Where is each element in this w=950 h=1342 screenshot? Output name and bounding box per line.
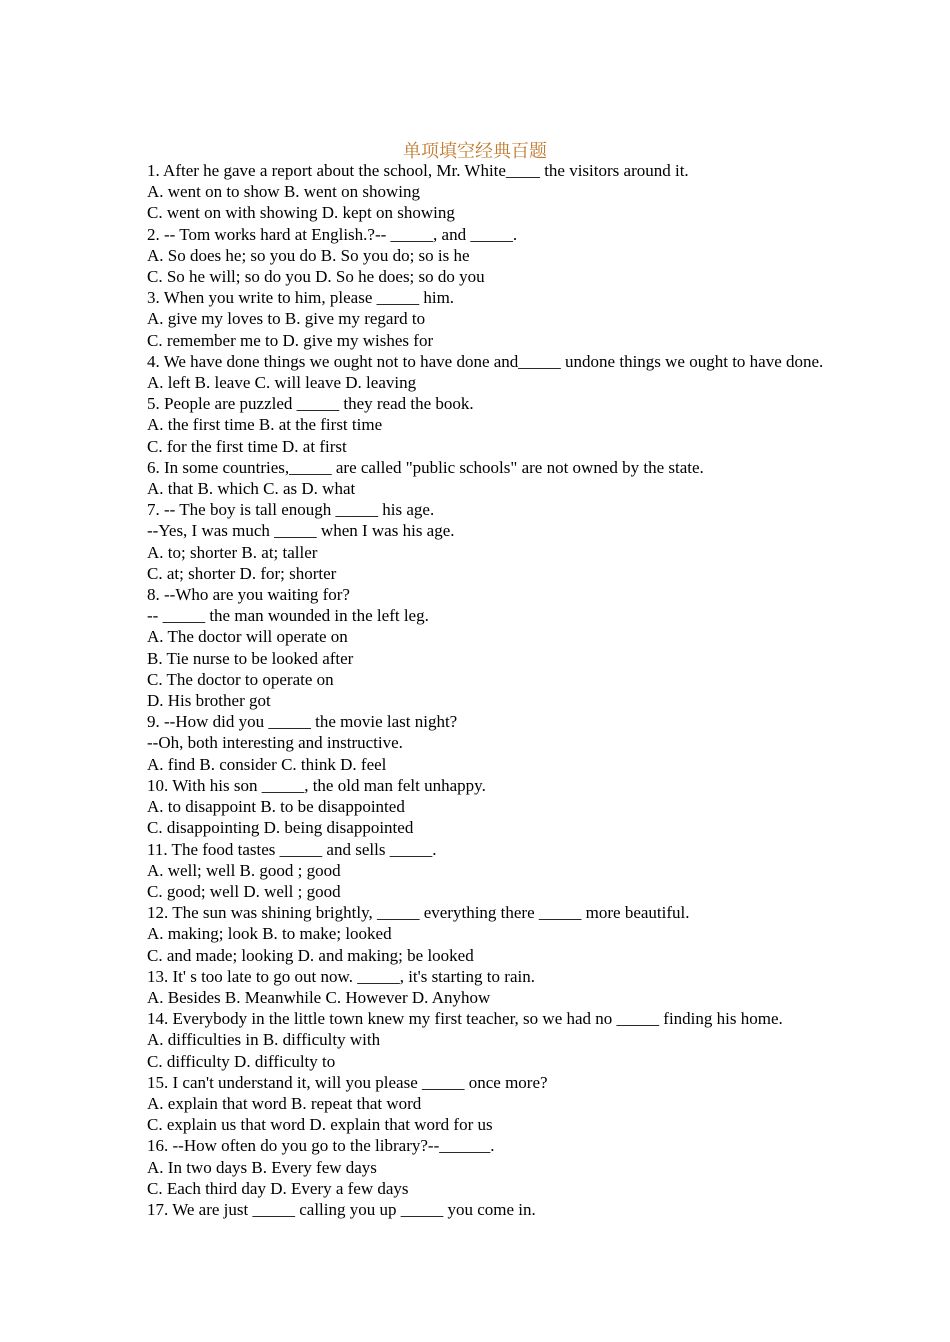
- text-line: --Oh, both interesting and instructive.: [147, 733, 403, 753]
- text-line: A. that B. which C. as D. what: [147, 479, 356, 499]
- text-line: 16. --How often do you go to the library?--______.: [147, 1136, 495, 1156]
- text-line: 3. When you write to him, please _____ him.: [147, 288, 455, 308]
- text-line: 7. -- The boy is tall enough _____ his age.: [147, 500, 435, 520]
- text-line: A. In two days B. Every few days: [147, 1157, 377, 1177]
- text-line: -- _____ the man wounded in the left leg.: [147, 606, 429, 626]
- text-line: 13. It' s too late to go out now. _____, it's starting to rain.: [147, 966, 535, 986]
- text-line: A. making; look B. to make; looked: [147, 924, 392, 944]
- text-line: C. explain us that word D. explain that word for us: [147, 1115, 493, 1135]
- text-line: C. good; well D. well ; good: [147, 881, 341, 901]
- text-line: A. Besides B. Meanwhile C. However D. Anyhow: [147, 987, 491, 1007]
- text-line: 2. -- Tom works hard at English.?-- _____, and _____.: [147, 224, 518, 244]
- text-line: A. explain that word B. repeat that word: [147, 1093, 422, 1113]
- text-line: A. difficulties in B. difficulty with: [147, 1030, 381, 1050]
- text-line: A. to; shorter B. at; taller: [147, 542, 318, 562]
- text-line: C. at; shorter D. for; shorter: [147, 563, 337, 583]
- text-line: A. left B. leave C. will leave D. leaving: [147, 373, 417, 393]
- text-line: A. So does he; so you do B. So you do; so is he: [147, 245, 470, 265]
- text-line: C. difficulty D. difficulty to: [147, 1051, 336, 1071]
- text-line: C. The doctor to operate on: [147, 669, 334, 689]
- text-line: --Yes, I was much _____ when I was his age.: [147, 521, 455, 541]
- text-line: 8. --Who are you waiting for?: [147, 585, 350, 605]
- text-line: C. remember me to D. give my wishes for: [147, 330, 434, 350]
- text-line: 14. Everybody in the little town knew my first teacher, so we had no _____ finding his home.: [147, 1009, 783, 1029]
- text-line: A. The doctor will operate on: [147, 627, 348, 647]
- document-body: [103, 160, 833, 1220]
- text-line: C. disappointing D. being disappointed: [147, 818, 414, 838]
- text-line: C. for the first time D. at first: [147, 436, 347, 456]
- text-line: C. Each third day D. Every a few days: [147, 1178, 409, 1198]
- text-line: 15. I can't understand it, will you please _____ once more?: [147, 1072, 548, 1092]
- text-line: 10. With his son _____, the old man felt unhappy.: [147, 775, 486, 795]
- text-line: D. His brother got: [147, 691, 271, 711]
- text-line: 5. People are puzzled _____ they read the book.: [147, 394, 474, 414]
- text-line: A. the first time B. at the first time: [147, 415, 383, 435]
- document-title: 单项填空经典百题: [403, 141, 547, 161]
- text-line: A. to disappoint B. to be disappointed: [147, 797, 405, 817]
- text-line: 17. We are just _____ calling you up _____ you come in.: [147, 1199, 536, 1219]
- text-line: 6. In some countries,_____ are called "public schools" are not owned by the state.: [147, 457, 704, 477]
- text-line: 1. After he gave a report about the school, Mr. White____ the visitors around it.: [147, 161, 689, 180]
- text-line: C. went on with showing D. kept on showing: [147, 203, 455, 223]
- text-line: 11. The food tastes _____ and sells _____.: [147, 839, 437, 859]
- text-line: A. find B. consider C. think D. feel: [147, 754, 387, 774]
- text-line: C. So he will; so do you D. So he does; so do you: [147, 267, 485, 287]
- text-line: 9. --How did you _____ the movie last night?: [147, 712, 458, 732]
- text-line: 4. We have done things we ought not to have done and_____ undone things we ought to have done.: [147, 351, 824, 371]
- text-line: A. well; well B. good ; good: [147, 860, 341, 880]
- text-line: B. Tie nurse to be looked after: [147, 648, 354, 668]
- text-line: A. give my loves to B. give my regard to: [147, 309, 426, 329]
- text-line: A. went on to show B. went on showing: [147, 182, 420, 202]
- text-line: C. and made; looking D. and making; be looked: [147, 945, 474, 965]
- text-line: 12. The sun was shining brightly, _____ everything there _____ more beautiful.: [147, 903, 690, 923]
